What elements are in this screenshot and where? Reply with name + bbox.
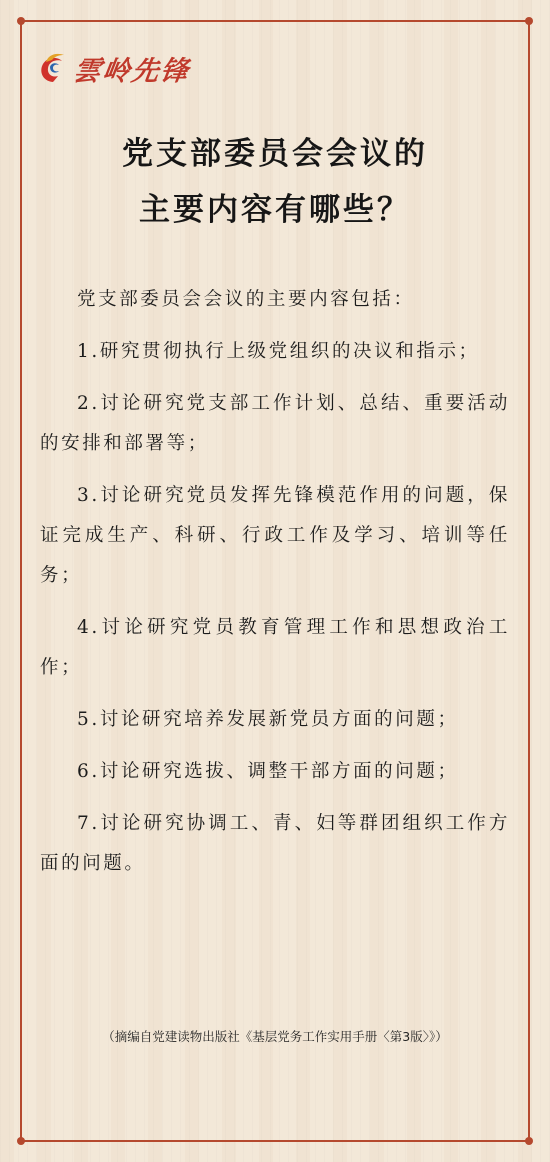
- list-item-7: 7.讨论研究协调工、青、妇等群团组织工作方面的问题。: [40, 813, 510, 874]
- page-title-line-1: 党支部委员会会议的: [122, 136, 428, 172]
- frame-top-line: [20, 20, 530, 22]
- source-citation: （摘编自党建读物出版社《基层党务工作实用手册〈第3版〉》）: [102, 1029, 448, 1044]
- corner-dot-top-right: [525, 17, 533, 25]
- page-title-line-2: 主要内容有哪些？: [139, 192, 411, 228]
- list-item-2: 2.讨论研究党支部工作计划、总结、重要活动的安排和部署等；: [40, 393, 510, 454]
- list-item-6: 6.讨论研究选拔、调整干部方面的问题；: [77, 761, 459, 782]
- brand-name: 雲岭先锋: [71, 55, 192, 87]
- list-item-3: 3.讨论研究党员发挥先锋模范作用的问题，保证完成生产、科研、行政工作及学习、培训等任务；: [40, 485, 510, 586]
- brand-logo: [38, 48, 190, 88]
- list-item-5: 5.讨论研究培养发展新党员方面的问题；: [77, 709, 459, 730]
- frame-bottom-line: [20, 1140, 530, 1142]
- intro-paragraph: 党支部委员会会议的主要内容包括：: [77, 289, 415, 310]
- corner-dot-bottom-left: [17, 1137, 25, 1145]
- article-body: [40, 280, 510, 896]
- corner-dot-bottom-right: [525, 1137, 533, 1145]
- list-item-4: 4.讨论研究党员教育管理工作和思想政治工作；: [40, 617, 510, 678]
- brand-swirl-icon: [38, 51, 68, 85]
- corner-dot-top-left: [17, 17, 25, 25]
- list-item-1: 1.研究贯彻执行上级党组织的决议和指示；: [77, 341, 480, 362]
